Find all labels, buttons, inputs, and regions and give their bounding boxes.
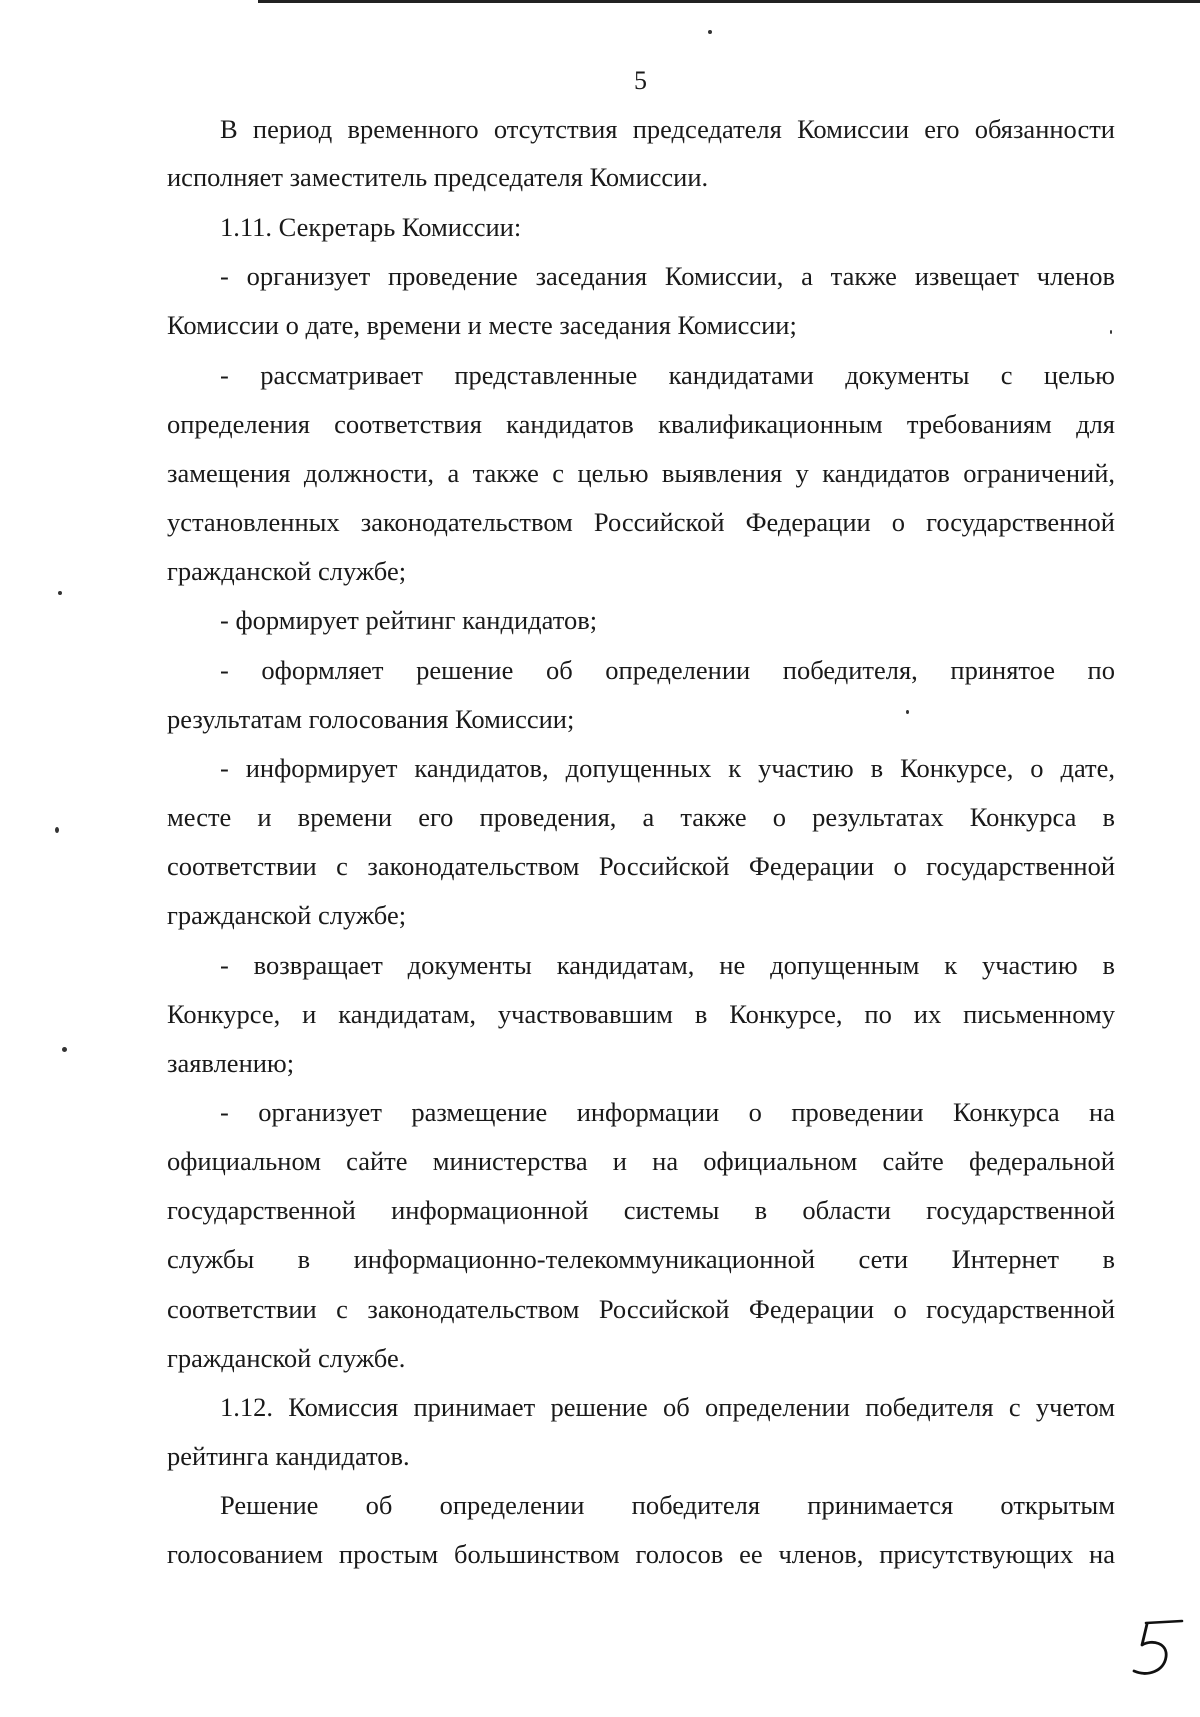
text-line: месте и времени его проведения, а также о результатах Конкурса в <box>167 802 1115 832</box>
handwritten-page-number <box>1128 1617 1184 1681</box>
text-line: Комиссии о дате, времени и месте заседания Комиссии; <box>167 310 797 340</box>
text-line: гражданской службе. <box>167 1343 406 1373</box>
text-line: службы в информационно-телекоммуникационной сети Интернет в <box>167 1244 1115 1274</box>
text-line: - рассматривает представленные кандидатами документы с целью <box>220 360 1115 390</box>
text-line: голосованием простым большинством голосов ее членов, присутствующих на <box>167 1539 1115 1569</box>
text-line: - оформляет решение об определении победителя, принятое по <box>220 655 1115 685</box>
text-line: соответствии с законодательством Российской Федерации о государственной <box>167 1294 1115 1324</box>
text-line: определения соответствия кандидатов квалификационным требованиям для <box>167 409 1115 439</box>
text-line: - возвращает документы кандидатам, не допущенным к участию в <box>220 950 1115 980</box>
scan-speck <box>58 591 62 595</box>
text-line: гражданской службе; <box>167 556 407 586</box>
text-line: официальном сайте министерства и на официальном сайте федеральной <box>167 1146 1115 1176</box>
text-line: - информирует кандидатов, допущенных к участию в Конкурсе, о дате, <box>220 753 1115 783</box>
top-border-line <box>258 0 1200 3</box>
scan-speck <box>708 30 712 34</box>
scan-speck <box>55 827 59 833</box>
scan-speck <box>62 1047 67 1052</box>
text-line: - формирует рейтинг кандидатов; <box>220 605 598 635</box>
text-line: рейтинга кандидатов. <box>167 1441 410 1471</box>
text-line: 1.11. Секретарь Комиссии: <box>220 212 522 242</box>
text-line: Решение об определении победителя принимается открытым <box>220 1490 1115 1520</box>
text-line: исполняет заместитель председателя Комиссии. <box>167 162 709 192</box>
text-line: - организует проведение заседания Комиссии, а также извещает членов <box>220 261 1115 291</box>
text-line: результатам голосования Комиссии; <box>167 704 575 734</box>
text-line: В период временного отсутствия председателя Комиссии его обязанности <box>220 114 1115 144</box>
page-number: 5 <box>634 66 647 95</box>
text-line: замещения должности, а также с целью выявления у кандидатов ограничений, <box>167 458 1115 488</box>
text-line: Конкурсе, и кандидатам, участвовавшим в Конкурсе, по их письменному <box>167 999 1115 1029</box>
text-line: государственной информационной системы в области государственной <box>167 1195 1115 1225</box>
text-line: 1.12. Комиссия принимает решение об определении победителя с учетом <box>220 1392 1115 1422</box>
text-line: заявлению; <box>167 1048 295 1078</box>
scan-speck <box>906 710 909 714</box>
text-line: соответствии с законодательством Российской Федерации о государственной <box>167 851 1115 881</box>
scan-speck <box>1110 330 1112 334</box>
text-line: установленных законодательством Российской Федерации о государственной <box>167 507 1115 537</box>
text-line: гражданской службе; <box>167 900 407 930</box>
text-line: - организует размещение информации о проведении Конкурса на <box>220 1097 1115 1127</box>
